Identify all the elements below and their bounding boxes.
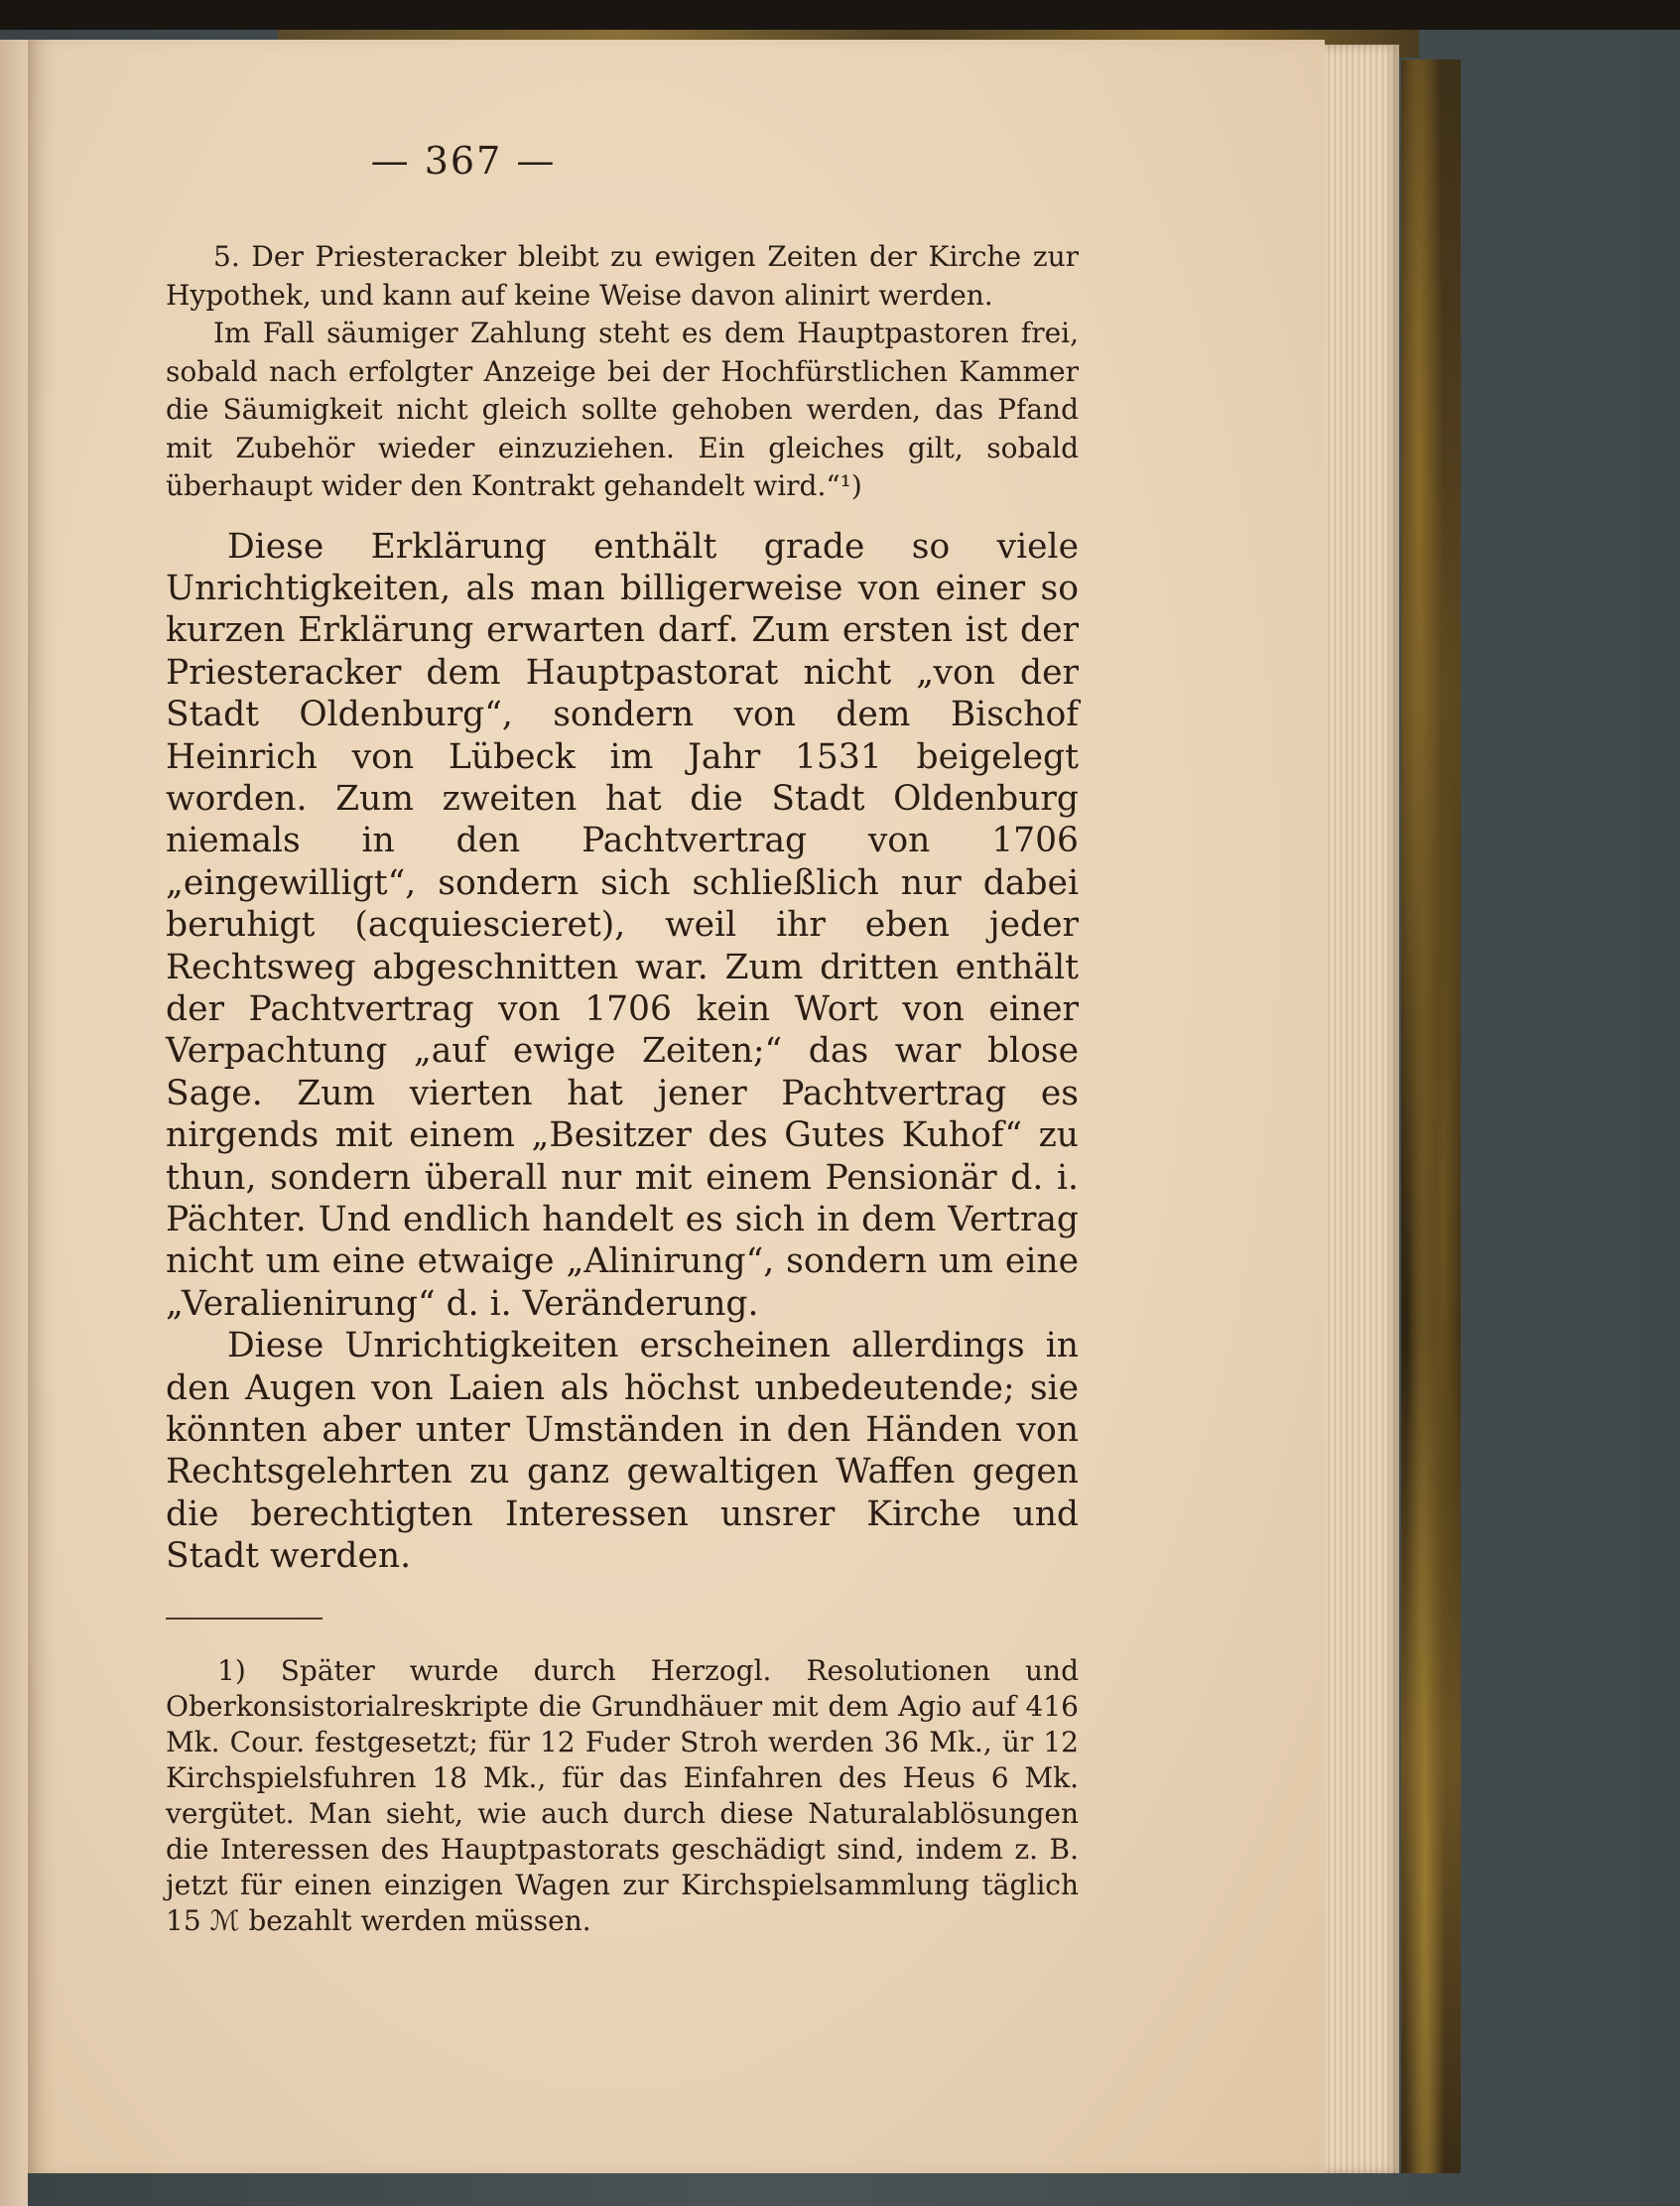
footnote xyxy=(166,1653,1079,1939)
page-text xyxy=(166,139,1079,1939)
body-text xyxy=(166,526,1079,1578)
quoted-contract xyxy=(166,238,1079,506)
facing-page-edge xyxy=(0,40,28,2206)
page-edges xyxy=(1325,45,1399,2173)
quote-paragraph: Im Fall säumiger Zahlung steht es dem Hauptpastoren frei, sobald nach erfolgter Anzeige bei der Hochfürstlichen Kammer die Säumigkeit nicht gleich sollte gehoben werden, das Pfand mit Zubehör wieder einzuziehen. Ein gleiches gilt, sobald überhaupt wider den Kontrakt gehandelt wird.“¹) xyxy=(166,317,1079,502)
marbled-cover-edge xyxy=(1401,60,1461,2173)
quote-paragraph: 5. Der Priesteracker bleibt zu ewigen Zeiten der Kirche zur Hypothek, und kann auf keine Weise davon alinirt werden. xyxy=(166,240,1079,312)
footnote-rule xyxy=(166,1618,323,1620)
body-paragraph: Diese Erklärung enthält grade so viele Unrichtigkeiten, als man billigerweise von einer so kurzen Erklärung erwarten darf. Zum ersten ist der Priesteracker dem Hauptpastorat nicht „von der Stadt Oldenburg“, sondern von dem Bischof Heinrich von Lübeck im Jahr 1531 beigelegt worden. Zum zweiten hat die Stadt Oldenburg niemals in den Pachtvertrag von 1706 „eingewilligt“, sondern sich schließlich nur dabei beruhigt (acquiescieret), weil ihr eben jeder Rechtsweg abgeschnitten war. Zum dritten enthält der Pachtvertrag von 1706 kein Wort von einer Verpachtung „auf ewige Zeiten;“ das war blose Sage. Zum vierten hat jener Pachtvertrag es nirgends mit einem „Besitzer des Gutes Kuhof“ zu thun, sondern überall nur mit einem Pensionär d. i. Pächter. Und endlich handelt es sich in dem Vertrag nicht um eine etwaige „Alinirung“, sondern um eine „Veralienirung“ d. i. Veränderung. xyxy=(166,526,1079,1324)
page-number: — 367 — xyxy=(370,139,557,183)
footnote-text: 1) Später wurde durch Herzogl. Resolutionen und Oberkonsistorialreskripte die Grundhäuer mit dem Agio auf 416 Mk. Cour. festgesetzt; für 12 Fuder Stroh werden 36 Mk., ür 12 Kirchspielsfuhren 18 Mk., für das Einfahren des Heus 6 Mk. vergütet. Man sieht, wie auch durch diese Naturalablösungen die Interessen des Hauptpastorats geschädigt sind, indem z. B. jetzt für einen einzigen Wagen zur Kirchspielsammlung täglich 15 ℳ bezahlt werden müssen. xyxy=(166,1653,1079,1937)
body-paragraph: Diese Unrichtigkeiten erscheinen allerdings in den Augen von Laien als höchst unbedeutende; sie könnten aber unter Umständen in den Händen von Rechtsgelehrten zu ganz gewaltigen Waffen gegen die berechtigten Interessen unsrer Kirche und Stadt werden. xyxy=(166,1326,1079,1577)
